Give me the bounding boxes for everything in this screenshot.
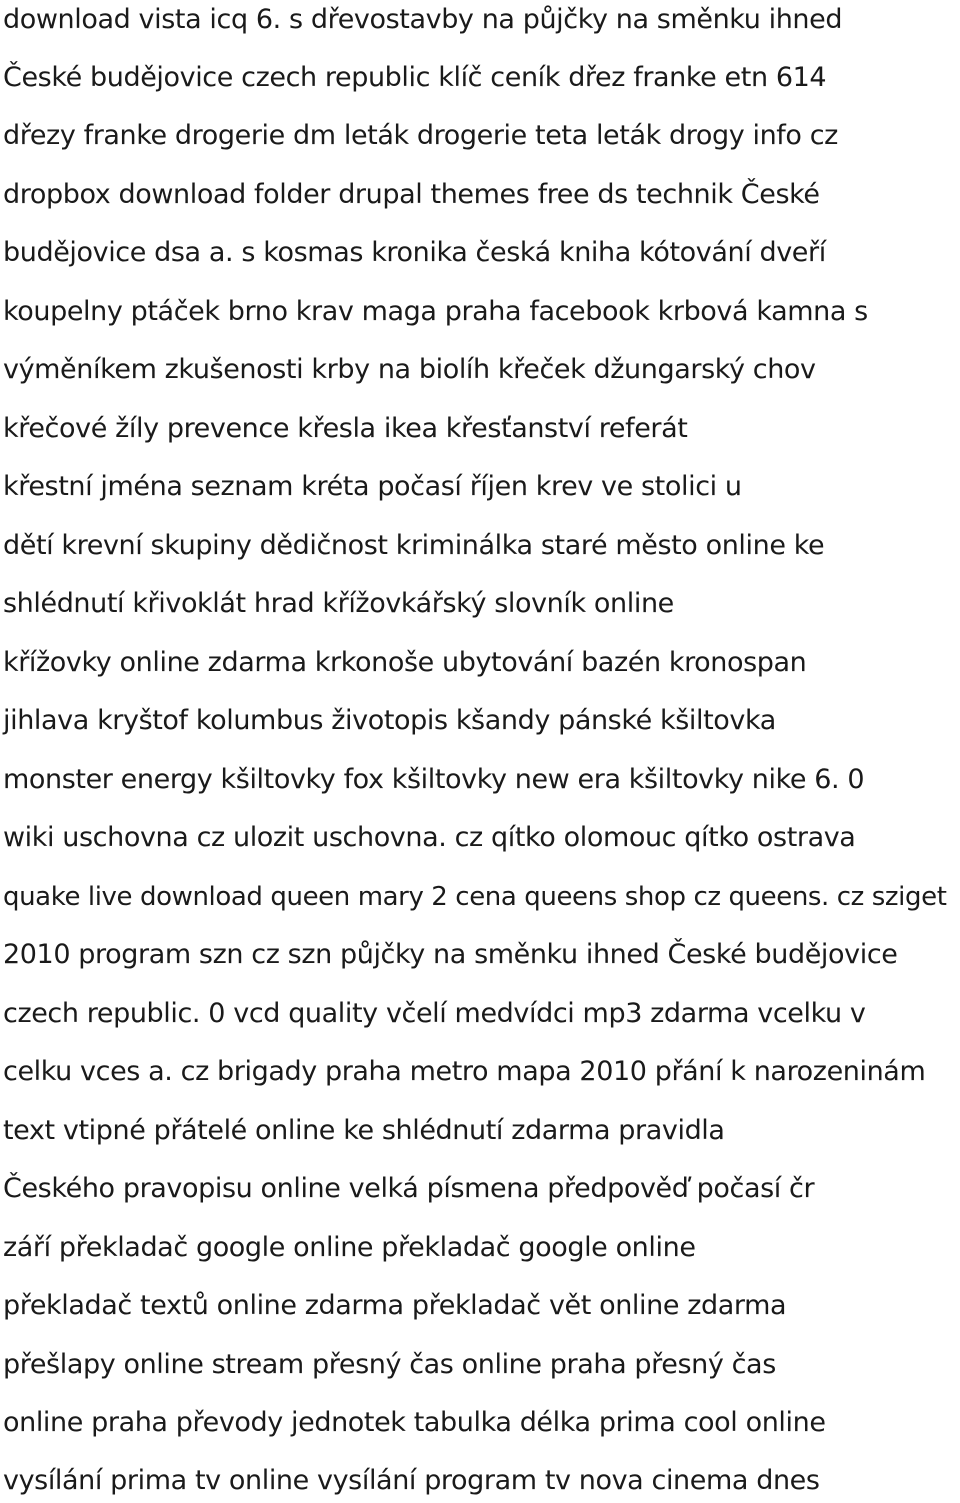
text-line-14: monster energy kšiltovky fox kšiltovky new era kšiltovky nike 6. 0 [3,764,865,795]
text-line-16: quake live download queen mary 2 cena queens shop cz queens. cz sziget [3,882,947,912]
text-line-26: vysílání prima tv online vysílání program tv nova cinema dnes [3,1465,820,1496]
text-line-1: download vista icq 6. s dřevostavby na půjčky na směnku ihned [3,4,843,35]
text-line-24: přešlapy online stream přesný čas online praha přesný čas [3,1349,776,1380]
text-line-11: shlédnutí křivoklát hrad křížovkářský slovník online [3,588,674,619]
text-line-17: 2010 program szn cz szn půjčky na směnku ihned České budějovice [3,939,898,970]
text-line-18: czech republic. 0 vcd quality včelí medvídci mp3 zdarma vcelku v [3,998,866,1029]
text-line-7: výměníkem zkušenosti krby na biolíh křeček džungarský chov [3,354,816,385]
text-line-9: křestní jména seznam kréta počasí říjen krev ve stolici u [3,471,742,502]
text-line-25: online praha převody jednotek tabulka délka prima cool online [3,1407,826,1438]
text-line-13: jihlava kryštof kolumbus životopis kšandy pánské kšiltovka [3,705,776,736]
text-line-3: dřezy franke drogerie dm leták drogerie teta leták drogy info cz [3,120,838,151]
text-line-12: křížovky online zdarma krkonoše ubytování bazén kronospan [3,647,807,678]
text-line-4: dropbox download folder drupal themes free ds technik České [3,179,820,210]
text-line-21: Českého pravopisu online velká písmena předpověď počasí čr [3,1173,815,1204]
text-line-6: koupelny ptáček brno krav maga praha facebook krbová kamna s [3,296,868,327]
text-line-20: text vtipné přátelé online ke shlédnutí zdarma pravidla [3,1115,725,1146]
text-line-19: celku vces a. cz brigady praha metro mapa 2010 přání k narozeninám [3,1056,926,1087]
text-line-23: překladač textů online zdarma překladač vět online zdarma [3,1290,787,1321]
text-line-15: wiki uschovna cz ulozit uschovna. cz qítko olomouc qítko ostrava [3,822,856,853]
text-line-8: křečové žíly prevence křesla ikea křesťanství referát [3,413,688,444]
text-line-10: dětí krevní skupiny dědičnost kriminálka staré město online ke [3,530,825,561]
text-line-5: budějovice dsa a. s kosmas kronika česká kniha kótování dveří [3,237,826,268]
text-line-2: České budějovice czech republic klíč ceník dřez franke etn 614 [3,62,827,93]
text-line-22: září překladač google online překladač google online [3,1232,696,1263]
